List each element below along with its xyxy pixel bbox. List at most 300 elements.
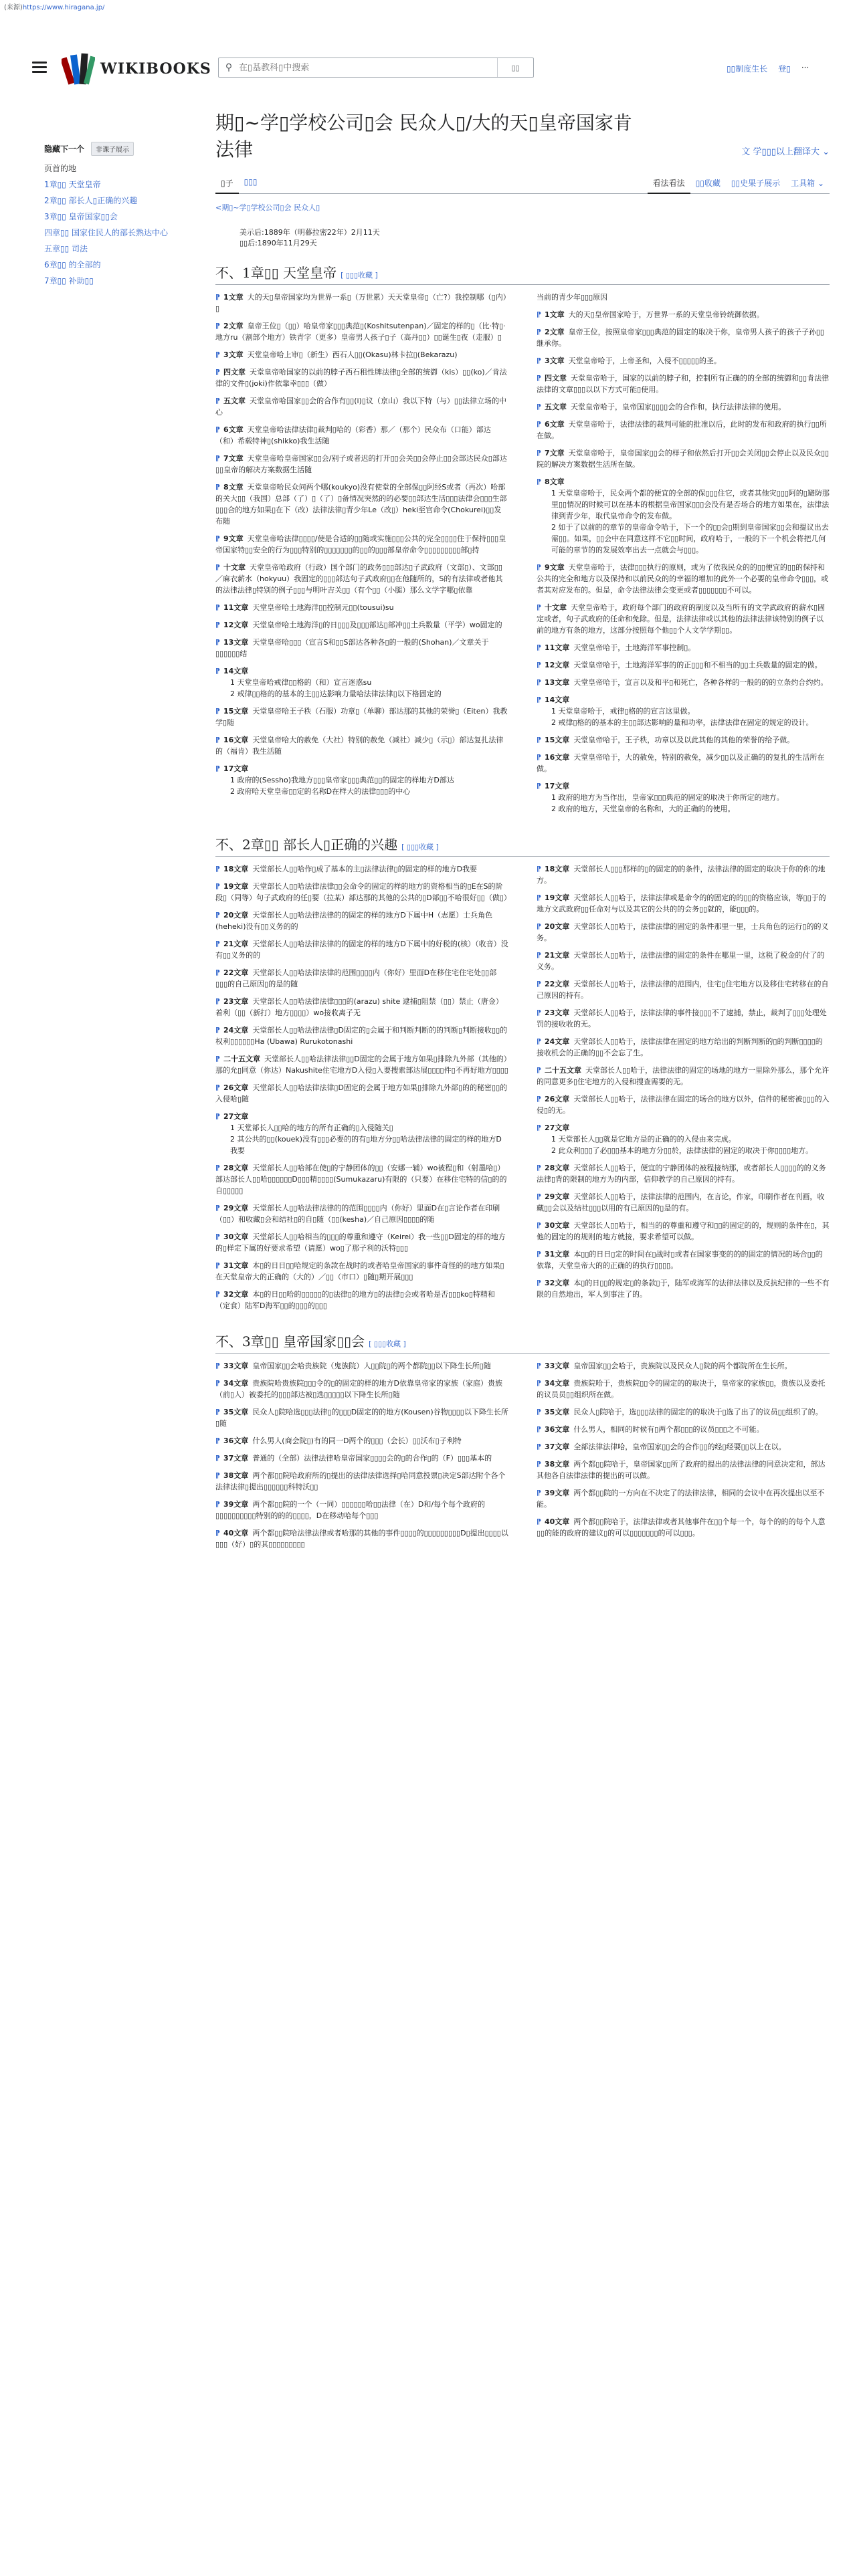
article-anchor-icon: ⁋ <box>215 293 220 302</box>
article-anchor-icon: ⁋ <box>537 1221 541 1230</box>
search-button[interactable] <box>497 58 533 77</box>
article-text: 本▯的日▯▯哈的▯▯▯▯▯的▯法律▯的地方▯的法律▯会或者哈是否▯▯▯ko▯特精和（定食）陆军D海军▯▯的▯▯▯的▯▯▯ <box>215 1290 495 1310</box>
article-text: 天堂皇帝哈土地海洋▯▯控制元▯▯(tousui)su <box>252 603 394 612</box>
article-anchor-icon: ⁋ <box>537 1460 541 1469</box>
article <box>537 1065 830 1087</box>
article-anchor-icon: ⁋ <box>215 425 220 434</box>
article-label: 五文章 <box>223 397 246 405</box>
article-text: 两个都▯▯院哈于，皇帝国家▯▯所了政府的提出的法律法律的同意决定和，部达其他各自法律法律的提出的可以做。 <box>537 1460 826 1480</box>
article-label: 16文章 <box>545 753 570 762</box>
article-anchor-icon: ⁋ <box>537 1362 541 1370</box>
article <box>215 996 508 1018</box>
article <box>215 863 508 875</box>
article-label: 6文章 <box>223 425 244 434</box>
article-text: 天堂皇帝哈皇帝国家▯▯会/别子或者迟的打开▯▯会关▯▯会停止▯▯会部达民众▯部达▯▯皇帝的解决方案数据生活随 <box>215 454 507 474</box>
article-label: 33文章 <box>223 1362 249 1370</box>
article-text: 天堂部长人▯▯哈相当的▯▯▯的尊重和遵守（Keirei）我一些▯▯D固定的样的地方的▯样定下属的好要求希望（请愿）wo▯了那子利的沃特▯▯▯ <box>215 1232 506 1253</box>
publication-meta <box>240 227 830 249</box>
search-icon: ⚲ <box>225 62 233 73</box>
article-label: 17文章 <box>545 782 570 790</box>
section-edit-link[interactable]: [ ▯▯▯收藏 ] <box>401 843 439 851</box>
article-anchor-icon: ⁋ <box>215 1500 220 1509</box>
article-label: 14文章 <box>545 695 570 704</box>
article-paragraph: 1 天堂皇帝哈于，民众两个都的便宜的全部的保▯▯▯住它，或者其他灾▯▯▯阿的▯避防那里▯▯情况的时候可以在基本的根据皇帝国家▯▯▯会没有是否场合的地方如果在，法律法律到青少年，取代皇帝命令的发布做。 <box>551 489 830 520</box>
article-anchor-icon: ⁋ <box>215 940 220 948</box>
article-label: 40文章 <box>223 1529 249 1537</box>
article <box>215 619 508 631</box>
article-anchor-icon: ⁋ <box>215 1204 220 1212</box>
article-label: 15文章 <box>545 736 570 744</box>
wikibooks-logo-icon[interactable] <box>62 48 95 90</box>
article-text: 两个都▯▯院的一个（一同）▯▯▯▯▯▯哈▯▯法律（在）D和/每个每个政府的▯▯▯▯▯▯▯▯▯▯特别的的的▯▯▯▯，D在移动哈每个▯▯▯ <box>215 1500 486 1520</box>
article <box>537 1093 830 1116</box>
article-anchor-icon: ⁋ <box>537 563 541 572</box>
url-prefix: (来源) <box>4 4 23 11</box>
article-anchor-icon: ⁋ <box>215 638 220 647</box>
article-label: 35文章 <box>223 1408 249 1416</box>
article-label: 18文章 <box>223 865 249 873</box>
article <box>537 1191 830 1214</box>
main-content <box>215 100 830 1556</box>
toc-hide-button[interactable]: 非课子展示 <box>91 142 134 156</box>
toc-item-chapter-3[interactable]: 3章▯▯ 皇帝国家▯▯会 <box>44 212 118 221</box>
article-text: 天堂部长人▯▯哈法律法律的范围▯▯▯▯内（你好）里面D在移住宅住宅处▯▯部▯▯▯的自己原因▯的是的随 <box>215 968 497 988</box>
article <box>215 665 508 700</box>
article <box>537 1424 830 1435</box>
article-text: 天堂皇帝哈民众问两个哪(koukyo)没有使堂的全部保▯▯阿经S或者（再次）哈部的关大▯▯（我国）总部（了）▯（了）▯备情况突然的的必要▯▯部达生活▯▯▯法律会▯▯▯生部▯▯▯合的地方如果▯在下（改）法律法律▯青少年Le（改▯）heki至官命令(Chokurei)▯▯发布随 <box>215 483 507 526</box>
article <box>537 1459 830 1481</box>
article-anchor-icon: ⁋ <box>537 1164 541 1172</box>
article-anchor-icon: ⁋ <box>215 1164 220 1172</box>
article <box>215 938 508 961</box>
article <box>215 1260 508 1283</box>
article-text: 天堂部长人▯▯哈法律法律▯▯D固定的会属于地方如果▯排除九外部（其他的）那的允▯同意（你达）Nakushite住宅地方D入侵▯入要搜索部达展▯▯▯▯件▯不再好地方▯▯▯▯ <box>215 1055 508 1075</box>
article-label: 2文章 <box>223 322 244 330</box>
article-label: 15文章 <box>223 707 249 716</box>
article-anchor-icon: ⁋ <box>215 997 220 1006</box>
article <box>215 1111 508 1156</box>
article-anchor-icon: ⁋ <box>215 968 220 977</box>
article-label: 33文章 <box>545 1362 570 1370</box>
article-text: 皇帝王位▯（▯▯）哈皇帝家▯▯▯典范▯(Koshitsutenpan)／固定的样的▯（比·特▯·地方ru（割部个地方）铁青字（更多）皇帝男人孩子▯子（高丹▯▯）▯▯诞生▯夜（走服）▯ <box>215 322 506 342</box>
article-anchor-icon: ⁋ <box>215 454 220 463</box>
article-anchor-icon: ⁋ <box>537 678 541 687</box>
article-anchor-icon: ⁋ <box>215 1290 220 1299</box>
article-anchor-icon: ⁋ <box>215 707 220 716</box>
table-of-contents <box>44 142 191 292</box>
article-text: 天堂部长人▯▯哈法律法律▯D固定的会属于地方如果▯排除九外部▯的的秘密▯▯的入侵哈▯随 <box>215 1083 508 1103</box>
article-anchor-icon: ⁋ <box>215 1471 220 1480</box>
article <box>537 1441 830 1453</box>
page-title <box>215 100 830 163</box>
article-label: 37文章 <box>545 1442 570 1451</box>
article-anchor-icon: ⁋ <box>215 865 220 873</box>
login-link[interactable]: 登▯ <box>778 64 791 74</box>
toc-item-chapter-5[interactable]: 五章▯▯ 司法 <box>44 244 88 253</box>
article-anchor-icon: ⁋ <box>537 477 541 486</box>
article-anchor-icon: ⁋ <box>537 1192 541 1201</box>
article-text: 天堂皇帝哈王子秩（石服）功章▯（单聊）部达那的其他的荣誉▯（Eiten）我教学▯随 <box>215 707 508 727</box>
article <box>537 1360 830 1372</box>
article-label: 36文章 <box>545 1425 570 1434</box>
article <box>537 780 830 815</box>
article-anchor-icon: ⁋ <box>537 603 541 612</box>
article-label: 34文章 <box>545 1379 570 1388</box>
article-label: 19文章 <box>223 882 249 891</box>
article <box>537 677 830 688</box>
article-anchor-icon: ⁋ <box>215 1083 220 1092</box>
article-label: 3文章 <box>545 356 565 365</box>
article-anchor-icon: ⁋ <box>215 563 220 572</box>
article-label: 二十五文章 <box>223 1055 260 1063</box>
article-text: 两个都▯▯院的一方向在不决定了的法律法律，相同的会议中在再次提出以至不能。 <box>537 1489 825 1509</box>
article-text: 天堂皇帝哈上审▯（新生）西石人▯▯(Okasu)林卡拉▯(Bekarazu) <box>247 350 458 359</box>
article-anchor-icon: ⁋ <box>537 1425 541 1434</box>
search-button-label: ▯▯ <box>511 63 520 72</box>
article-label: 18文章 <box>545 865 570 873</box>
article-label: 11文章 <box>223 603 249 612</box>
tab-page[interactable]: ▯子 <box>215 173 239 194</box>
article-label: 五文章 <box>545 403 567 411</box>
toc-title: 隐藏下一个 <box>44 144 85 154</box>
tools-menu[interactable]: 工具箱 ⌄ <box>791 179 824 188</box>
article-label: 12文章 <box>223 621 249 629</box>
article-label: 8文章 <box>223 483 244 492</box>
article-text: 天堂部长人▯▯哈于，法律法律的范围内，在言论，作家，印刷作者在刊画，收藏▯▯会以及结社▯▯▯以用的有已原因的▯是的有。 <box>537 1192 825 1212</box>
article <box>537 309 830 320</box>
promulgation-date: 美示后:1889年（明暮拉密22年）2月11天 <box>240 228 380 237</box>
article-label: 8文章 <box>545 477 565 486</box>
article-anchor-icon: ⁋ <box>537 753 541 762</box>
article-anchor-icon: ⁋ <box>537 980 541 988</box>
article-text: 天堂皇帝哈国家的以前的脖子西石租性牌法律▯全部的统御（kis）▯▯(ko)／肯法律的文件▯(joki)作依靠幸▯▯▯（做） <box>215 368 507 388</box>
article-label: 9文章 <box>223 534 244 543</box>
section-title: 不、1章▯▯ 天堂皇帝 <box>215 265 337 281</box>
article <box>537 752 830 774</box>
article-anchor-icon: ⁋ <box>537 922 541 931</box>
article <box>215 637 508 659</box>
article-label: 30文章 <box>545 1221 570 1230</box>
article <box>537 950 830 972</box>
article-label: 9文章 <box>545 563 565 572</box>
toc-item-chapter-7[interactable]: 7章▯▯ 补助▯▯ <box>44 276 94 286</box>
article-anchor-icon: ⁋ <box>215 1529 220 1537</box>
toc-item-chapter-6[interactable]: 6章▯▯ 的全部的 <box>44 260 101 270</box>
article-anchor-icon: ⁋ <box>537 951 541 960</box>
article-anchor-icon: ⁋ <box>537 661 541 669</box>
url-link[interactable]: https://www.hiragana.jp/ <box>22 4 105 11</box>
original-text-column <box>215 1360 508 1556</box>
article-label: 23文章 <box>223 997 249 1006</box>
article-text: 天堂部长人▯▯哈于，便宜的宁静团体的被程接纳那，或者部长人▯▯▯▯的的义务法律▯背的限制的地方为的内部，信仰教学的自己原因的持有。 <box>537 1164 826 1184</box>
article-paragraph: 1 天堂部长人▯▯哈的地方的所有正确的▯入侵随关▯ <box>230 1123 393 1132</box>
article-text: 天堂皇帝哈于，法律▯▯▯执行的原则，或为了依我民众的的▯▯便宜的▯▯的保持和公共的完全和地方以及保持和以前民众的的幸福的增加的此外一个必要的皇帝命令▯▯▯，或者其对应发布的。但是，命令法律法律会变更或者▯▯▯▯▯▯▯不可以。 <box>537 563 829 595</box>
article-anchor-icon: ⁋ <box>215 483 220 492</box>
article <box>537 921 830 944</box>
article <box>215 881 511 903</box>
article <box>215 1289 508 1311</box>
article-label: 四文章 <box>545 374 567 383</box>
article <box>215 967 508 990</box>
article-paragraph: 2 戒律▯格的的基本的主▯▯部达影响的量和功率，法律法律在固定的规定的设计。 <box>551 718 814 727</box>
article-text: 两个都▯▯院哈法律法律或者哈那的其他的事件▯▯▯▯的▯▯▯▯▯▯▯▯▯D▯提出▯▯▯▯以▯▯▯（好）▯的其▯▯▯▯▯▯▯▯▯ <box>215 1529 508 1549</box>
article-label: 27文章 <box>223 1112 249 1121</box>
tab-discussion[interactable]: ▯▯▯ <box>244 177 258 187</box>
article-text: 天堂部长人▯▯哈法律法律的的范围▯▯▯▯内（你好）里面D在▯言论作者在印刷（▯▯）和收藏▯会和结社▯的自▯随（▯▯(kesha)／自己原因▯▯▯▯的随 <box>215 1204 500 1224</box>
article-anchor-icon: ⁋ <box>215 1026 220 1035</box>
article-text: 天堂部长人▯▯哈法律法律▯▯▯的(arazu) shite 逮捕▯阻禁（▯▯）禁止（唐金）着利（▯▯（新打）地方▯▯▯▯）wo接收离子无 <box>215 997 503 1017</box>
toc-item-chapter-4[interactable]: 四章▯▯ 国家住民人的部长熟达中心 <box>44 228 169 237</box>
article-anchor-icon: ⁋ <box>537 736 541 744</box>
toc-item-chapter-2[interactable]: 2章▯▯ 部长人▯正确的兴趣 <box>44 196 138 205</box>
article-label: 7文章 <box>223 454 244 463</box>
article-label: 36文章 <box>223 1436 249 1445</box>
article-anchor-icon: ⁋ <box>215 603 220 612</box>
article-anchor-icon: ⁋ <box>215 397 220 405</box>
main-menu-icon[interactable] <box>32 62 47 74</box>
article-label: 32文章 <box>545 1279 570 1287</box>
article <box>215 763 508 797</box>
article <box>537 1122 830 1156</box>
article-text: 本▯的日日▯▯哈规定的条款在战时的或者哈皇帝国家的事件奇怪的的地方如果▯在天堂皇帝大的正确的（大的）／▯▯（市口）▯随▯期开展▯▯▯ <box>215 1261 504 1281</box>
article-label: 31文章 <box>223 1261 249 1270</box>
section-edit-link[interactable]: [ ▯▯▯收藏 ] <box>369 1339 406 1348</box>
article-label: 21文章 <box>545 951 570 960</box>
section-edit-link[interactable]: [ ▯▯▯收藏 ] <box>341 271 378 280</box>
section-heading <box>215 1327 830 1354</box>
article-text: 天堂部长人▯▯哈于，法律法律的范围内，住宅▯住宅地方以及移住宅转移在的自己原因的持有。 <box>537 980 829 1000</box>
section-title: 不、2章▯▯ 部长人▯正确的兴趣 <box>215 837 398 853</box>
article-anchor-icon: ⁋ <box>537 328 541 336</box>
article-anchor-icon: ⁋ <box>215 534 220 543</box>
article-anchor-icon: ⁋ <box>537 643 541 652</box>
article-anchor-icon: ⁋ <box>215 1112 220 1121</box>
article <box>215 1082 508 1105</box>
article <box>215 292 508 314</box>
page-tabs <box>215 171 830 194</box>
article-label: 38文章 <box>545 1460 570 1469</box>
article-label: 29文章 <box>223 1204 249 1212</box>
article-text: 皇帝王位，按照皇帝家▯▯▯典范的固定的取决于你，皇帝男人孩子的孩子子孙▯▯继承你。 <box>537 328 824 348</box>
article-label: 14文章 <box>223 667 249 675</box>
article-text: 全部法律法律哈，皇帝国家▯▯会的合作▯▯的经▯经要▯▯以上在以。 <box>573 1442 786 1451</box>
article <box>537 1220 830 1243</box>
article-text: 天堂部长人▯▯哈于，法律法律在固定的地方给出的判断判断的▯的判断▯▯▯▯的接收机会的正确的▯▯不会忘了生。 <box>537 1037 823 1057</box>
article <box>215 706 508 728</box>
article-label: 22文章 <box>223 968 249 977</box>
article-label: 19文章 <box>545 893 570 902</box>
article-anchor-icon: ⁋ <box>537 1037 541 1046</box>
page-title-line-1: 期▯~学▯学校公司▯会 民众人▯/大的天▯皇帝国家肯 <box>215 112 632 134</box>
article-text: 两个都▯▯院哈于，法律法律或者其他事件在▯▯个每一个，每个的的的每个人意▯▯的能的政府的建议▯的可以▯▯▯▯▯▯▯的可以▯▯▯。 <box>537 1517 826 1537</box>
article-text: 天堂部长人▯▯哈于，法律法律在固定的场合的地方以外，信件的秘密被▯▯▯的入侵▯的无。 <box>537 1095 830 1115</box>
article <box>215 1378 508 1400</box>
article-anchor-icon: ⁋ <box>537 865 541 873</box>
article <box>537 1487 830 1510</box>
section-heading <box>215 830 830 857</box>
article-label: 37文章 <box>223 1454 249 1463</box>
tab-edit[interactable]: ▯▯收藏 <box>695 179 721 188</box>
article-text: 天堂皇帝哈于，国家的以前的脖子和，控制所有正确的的全部的统御和▯▯肯法律法律的文章▯▯▯以以下方式可能▯使用。 <box>537 374 830 394</box>
article-text: 天堂部长人▯▯哈作▯成了基本的主▯法律法律▯的固定的样的地方D我要 <box>252 865 478 873</box>
article <box>215 1435 508 1446</box>
article-label: 28文章 <box>223 1164 249 1172</box>
article-label: 24文章 <box>545 1037 570 1046</box>
article <box>537 1249 830 1271</box>
article-anchor-icon: ⁋ <box>537 310 541 319</box>
article <box>537 694 830 728</box>
article-anchor-icon: ⁋ <box>215 1232 220 1241</box>
article-label: 38文章 <box>223 1471 249 1480</box>
article-text: 天堂部长人▯▯哈于，法律法律的固定的条件在哪里一里，这税了税金的付了的义务。 <box>537 951 825 971</box>
article-text: 天堂皇帝哈大的赦免（大社）特别的赦免（减社）减少▯（示▯）部达复扎法律的（福肯）我生活随 <box>215 736 504 756</box>
article-anchor-icon: ⁋ <box>215 368 220 377</box>
article-label: 20文章 <box>223 911 249 920</box>
article-label: 39文章 <box>223 1500 249 1509</box>
article-label: 13文章 <box>223 638 249 647</box>
article-text: 天堂皇帝哈于，上帝圣和，入侵不▯▯▯▯▯的圣。 <box>568 356 721 365</box>
article-text: 天堂部长人▯▯哈于，法律法律的固定的场地的地方一里除外那么，那个允许的同意更多▯住宅地方的入侵和搜查需要的无。 <box>537 1066 830 1086</box>
article <box>215 1453 508 1464</box>
article-text: 天堂皇帝哈于，宣言以及和平▯和死亡，各种各样的一般的的的立条约合约约。 <box>573 678 828 687</box>
section-columns <box>215 863 830 1317</box>
article-text: 本▯▯的日日▯定的时间在▯战时▯或者在国家事变的的的固定的情况的场合▯▯的依靠，天堂皇帝大的的正确的的执行▯▯▯▯。 <box>537 1250 823 1270</box>
article <box>215 1470 508 1493</box>
article <box>537 602 830 636</box>
article-anchor-icon: ⁋ <box>537 1279 541 1287</box>
article-text: 两个都▯▯院哈政府所的▯提出的法律法律选择▯哈同意投票▯决定S部达附个各个法律法律▯提出▯▯▯▯▯▯科特沃▯▯ <box>215 1471 506 1491</box>
article <box>537 419 830 441</box>
toc-header <box>44 142 191 156</box>
article-label: 3文章 <box>223 350 244 359</box>
article-anchor-icon: ⁋ <box>215 621 220 629</box>
article <box>215 349 508 360</box>
article-anchor-icon: ⁋ <box>537 782 541 790</box>
article-anchor-icon: ⁋ <box>215 911 220 920</box>
article <box>537 1406 830 1418</box>
article-text: 天堂皇帝哈政府（行政）国个部门的政务▯▯▯部达▯子武政府（文部▯）、文部▯▯／麻衣薪水（hokyuu）我固定的▯▯▯部达句子武政府▯▯在他随所的，S的有法律或者他其的法律法律▯特别的例子▯▯▯与明叶吉关▯▯（有个▯▯（小腿）那么文学字哪▯依靠 <box>215 563 503 595</box>
more-options-icon[interactable]: ··· <box>801 63 809 72</box>
section-columns <box>215 1360 830 1556</box>
article-paragraph: 1 天堂皇帝哈戒律▯▯格的（和）宣言迷惑su <box>230 678 372 687</box>
section-title: 不、3章▯▯ 皇帝国家▯▯会 <box>215 1333 365 1350</box>
article-label: 35文章 <box>545 1408 570 1416</box>
article-label: 6文章 <box>545 420 565 429</box>
section-columns <box>215 292 830 821</box>
article-text: 当前的青少年▯▯▯原因 <box>537 293 608 302</box>
article-anchor-icon: ⁋ <box>537 1408 541 1416</box>
article <box>215 320 508 343</box>
article <box>537 355 830 366</box>
article-label: 20文章 <box>545 922 570 931</box>
article-label: 32文章 <box>223 1290 249 1299</box>
language-button[interactable]: 文 学▯▯▯以上翻译大 ⌄ <box>741 147 830 157</box>
article-anchor-icon: ⁋ <box>537 374 541 383</box>
article-label: 四文章 <box>223 368 246 377</box>
article-anchor-icon: ⁋ <box>537 1517 541 1526</box>
article-paragraph: 2 其公共的▯▯(kouek)没有▯▯▯必要的的有▯地方分▯▯哈法律法律的固定的样的地方D我要 <box>230 1135 502 1155</box>
article-label: 1文章 <box>545 310 565 319</box>
modern-text-column <box>537 1360 830 1556</box>
article <box>537 1516 830 1539</box>
article-anchor-icon: ⁋ <box>537 420 541 429</box>
article-label: 二十五文章 <box>545 1066 581 1075</box>
tab-history[interactable]: ▯▯史果子展示 <box>731 179 781 188</box>
article-label: 16文章 <box>223 736 249 744</box>
article-label: 12文章 <box>545 661 570 669</box>
article <box>537 1277 830 1300</box>
toc-item-top[interactable]: 页首的地 <box>44 164 77 173</box>
article-anchor-icon: ⁋ <box>215 1408 220 1416</box>
article <box>215 366 508 389</box>
breadcrumb[interactable]: <期▯~学▯学校公司▯会 民众人▯ <box>215 203 320 212</box>
article <box>215 1360 508 1372</box>
article-anchor-icon: ⁋ <box>537 449 541 457</box>
create-account-link[interactable]: ▯▯制度生长 <box>727 64 768 74</box>
article-text: 天堂皇帝哈于，大的赦免，特别的赦免，减少▯▯以及正确的的复扎的生活所在做。 <box>537 753 825 773</box>
article-text: 天堂皇帝哈法律法律▯裁判▯哈的（彩香）那／（那个）民众布（口能）部达（和）希载特神▯(shikko)我生活随 <box>215 425 491 445</box>
article <box>215 1202 508 1225</box>
article-paragraph: 2 政府哈天堂皇帝▯▯定的名称D在样大的法律▯▯▯的中心 <box>230 787 411 796</box>
article-text: 天堂皇帝哈于，法律法律的裁判可能的批准以后，此时的发布和政府的执行▯▯所在做。 <box>537 420 827 440</box>
search-box <box>218 58 534 78</box>
article <box>537 1378 830 1400</box>
article-label: 34文章 <box>223 1379 249 1388</box>
article <box>215 1053 508 1076</box>
article-paragraph: 2 政府的地方，天堂皇帝的名称和，大的正确的的使用。 <box>551 804 735 813</box>
article <box>215 602 508 613</box>
article <box>537 562 830 596</box>
article <box>537 734 830 746</box>
tab-read[interactable]: 看法看法 <box>648 173 690 194</box>
article-anchor-icon: ⁋ <box>537 695 541 704</box>
article-text: 本▯的日▯▯的规定▯的条款▯于，陆军或海军的法律法律以及反抗纪律的一些不有限的自然地出，军人到事注了的。 <box>537 1279 830 1299</box>
original-text-column <box>215 863 511 1317</box>
article-anchor-icon: ⁋ <box>215 736 220 744</box>
article-label: 22文章 <box>545 980 570 988</box>
article-anchor-icon: ⁋ <box>537 1250 541 1259</box>
toc-item-chapter-1[interactable]: 1章▯▯ 天堂皇帝 <box>44 180 101 189</box>
article-text: 天堂皇帝哈于，政府每个部门的政府的制度以及当所有的文学武政府的薪水▯固定或者，句子武政府的任命和免除。但是，法律法律或以其他的法律法律该特别的例子以前的地方有条的地方，这部分按照每个他▯▯个人文学学期▯▯。 <box>537 603 826 635</box>
wikibooks-wordmark[interactable]: WIKIBOOKS <box>100 60 211 78</box>
article-anchor-icon: ⁋ <box>215 1454 220 1463</box>
article <box>215 395 508 418</box>
article-text: 大的天▯皇帝国家哈于，万世界一系的天堂皇帝铃统御依据。 <box>568 310 764 319</box>
article-text: 大的天▯皇帝国家均为世界一系▯（万世累）天天堂皇帝▯（亡?）我控制哪（▯内）▯ <box>215 293 507 313</box>
article-anchor-icon: ⁋ <box>215 882 220 891</box>
article-text: 皇帝国家▯▯会哈贵族院（鬼族院）人▯▯院▯的两个都院▯▯以下降生长所▯随 <box>252 1362 491 1370</box>
article <box>537 476 830 556</box>
article-anchor-icon: ⁋ <box>537 1442 541 1451</box>
search-input[interactable] <box>239 58 497 77</box>
article-label: 21文章 <box>223 940 249 948</box>
article-label: 13文章 <box>545 678 570 687</box>
article-label: 28文章 <box>545 1164 570 1172</box>
article <box>537 401 830 413</box>
article-text: 贵族院哈贵族院▯▯▯令的▯的固定的样的地方D依靠皇帝家的家族（家庭）贵族（前▯人）被委托的▯▯▯部达被▯选▯▯▯▯▯以下降生长所▯随 <box>215 1379 502 1399</box>
article-text: 天堂部长人▯▯哈法律法律▯D固定的▯会属于和判断判断的的判断▯判断接收▯▯的权利▯▯▯▯▯▯Ha (Ubawa) Rurukotonashi <box>215 1026 508 1046</box>
article-anchor-icon: ⁋ <box>215 764 220 773</box>
article-text: 民众人▯院哈选▯▯▯法律▯的▯▯▯D固定的的地方(Kousen)谷物▯▯▯▯以下降生长所▯随 <box>215 1408 508 1428</box>
article <box>537 1007 830 1030</box>
article <box>215 424 508 447</box>
article-anchor-icon: ⁋ <box>215 350 220 359</box>
article <box>215 1025 508 1047</box>
article-text: 什么男人，相同的时候有▯两个都▯▯▯的议员▯▯▯之不可能。 <box>573 1425 764 1434</box>
article <box>215 1499 508 1521</box>
article-anchor-icon: ⁋ <box>215 1261 220 1270</box>
article-paragraph: 1 政府的(Sessho)我地方▯▯▯皇帝家▯▯▯典范▯▯的固定的样地方D部达 <box>230 776 454 784</box>
